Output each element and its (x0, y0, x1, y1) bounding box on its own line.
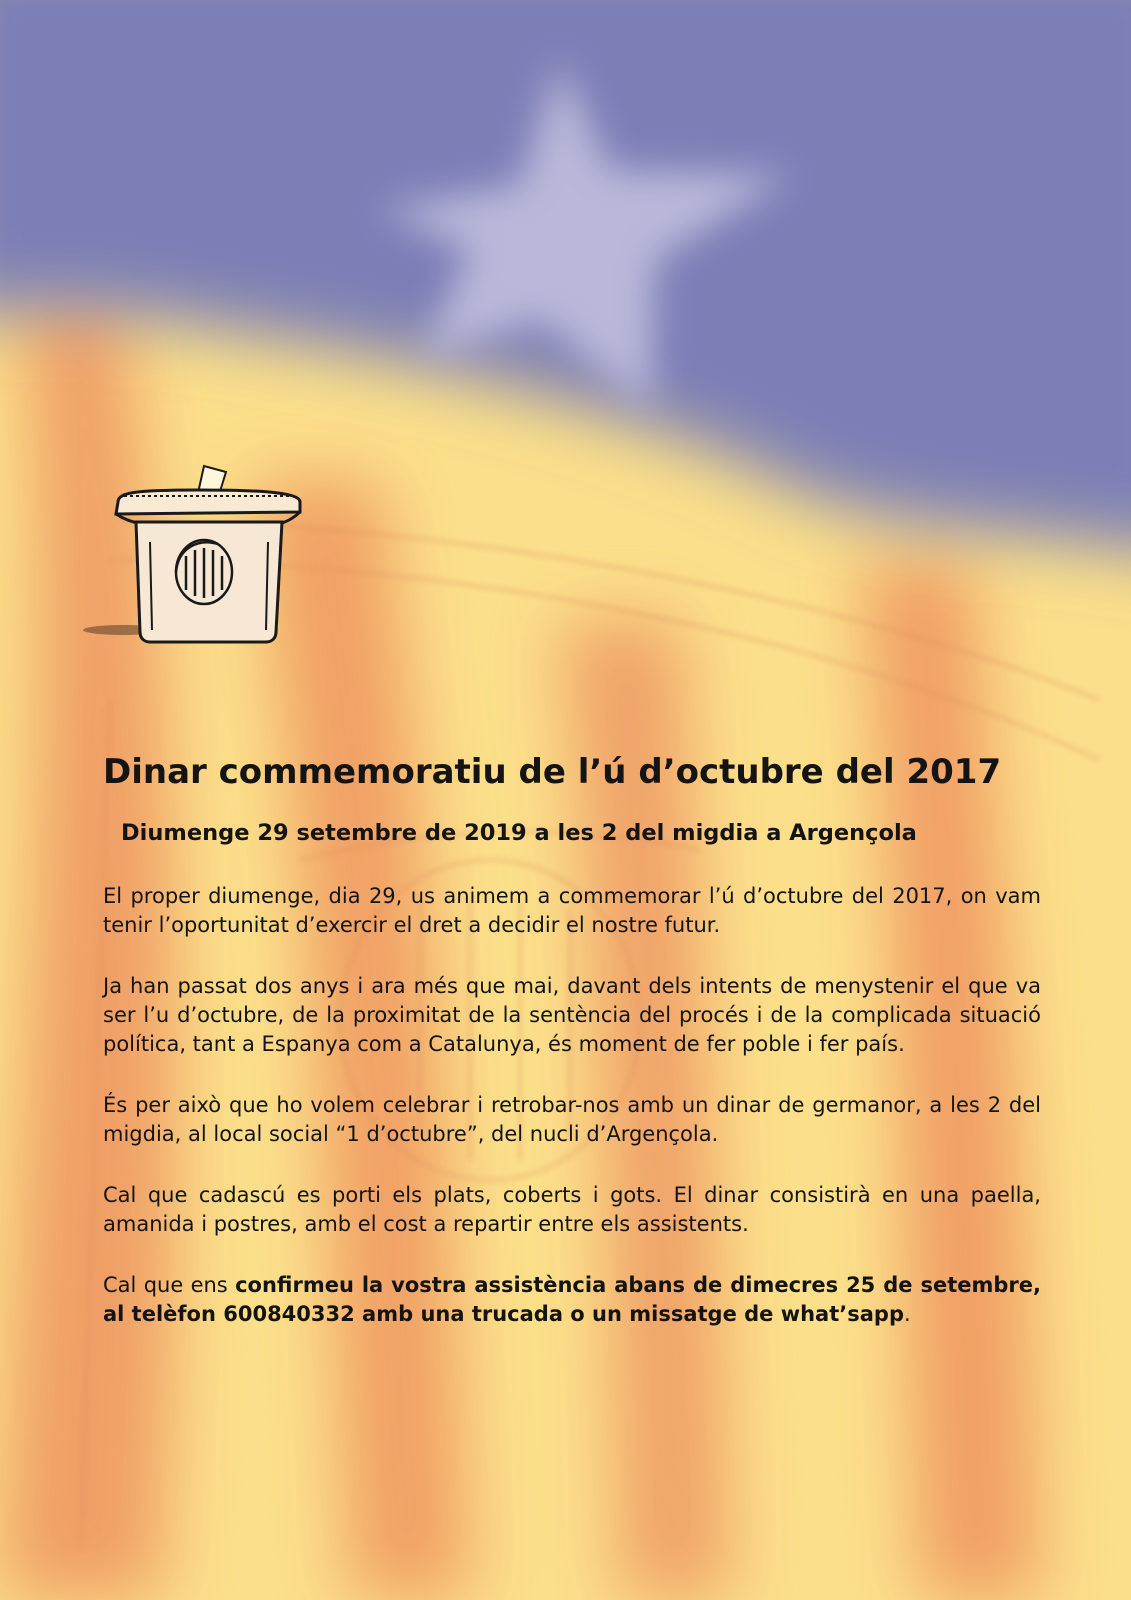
ballot-box-icon (78, 462, 318, 662)
paragraph-logistics: Cal que cadascú es porti els plats, coberts i gots. El dinar consistirà en una paella, amanida i postres, amb el cost a repartir entre els assistents. (103, 1183, 1041, 1236)
document-body (103, 750, 1041, 1329)
page-title: Dinar commemoratiu de l’ú d’octubre del 2017 (103, 752, 1002, 792)
paragraph-celebration: És per això que ho volem celebrar i retrobar-nos amb un dinar de germanor, a les 2 del migdia, al local social “1 d’octubre”, del nucli d’Argençola. (103, 1093, 1041, 1146)
confirmation-end: . (903, 1302, 911, 1326)
paragraph-context: Ja han passat dos anys i ara més que mai, davant dels intents de menystenir el que va ser l’u d’octubre, de la proximitat de la sentència del procés i de la complicada situació política, tant a Espanya com a Catalunya, és moment de fer poble i fer país. (103, 974, 1041, 1056)
paragraph-intro: El proper diumenge, dia 29, us animem a commemorar l’ú d’octubre del 2017, on vam tenir l’oportunitat d’exercir el dret a decidir el nostre futur. (103, 884, 1041, 937)
confirmation-details: confirmeu la vostra assistència abans de dimecres 25 de setembre, al telèfon 600840332 amb una trucada o un missatge de what’sapp (103, 1273, 1042, 1326)
ballot-box-illustration (78, 462, 318, 662)
paragraph-confirmation (103, 1271, 1041, 1329)
event-subtitle: Diumenge 29 setembre de 2019 a les 2 del migdia a Argençola (121, 820, 917, 846)
confirmation-intro: Cal que ens (103, 1273, 236, 1297)
